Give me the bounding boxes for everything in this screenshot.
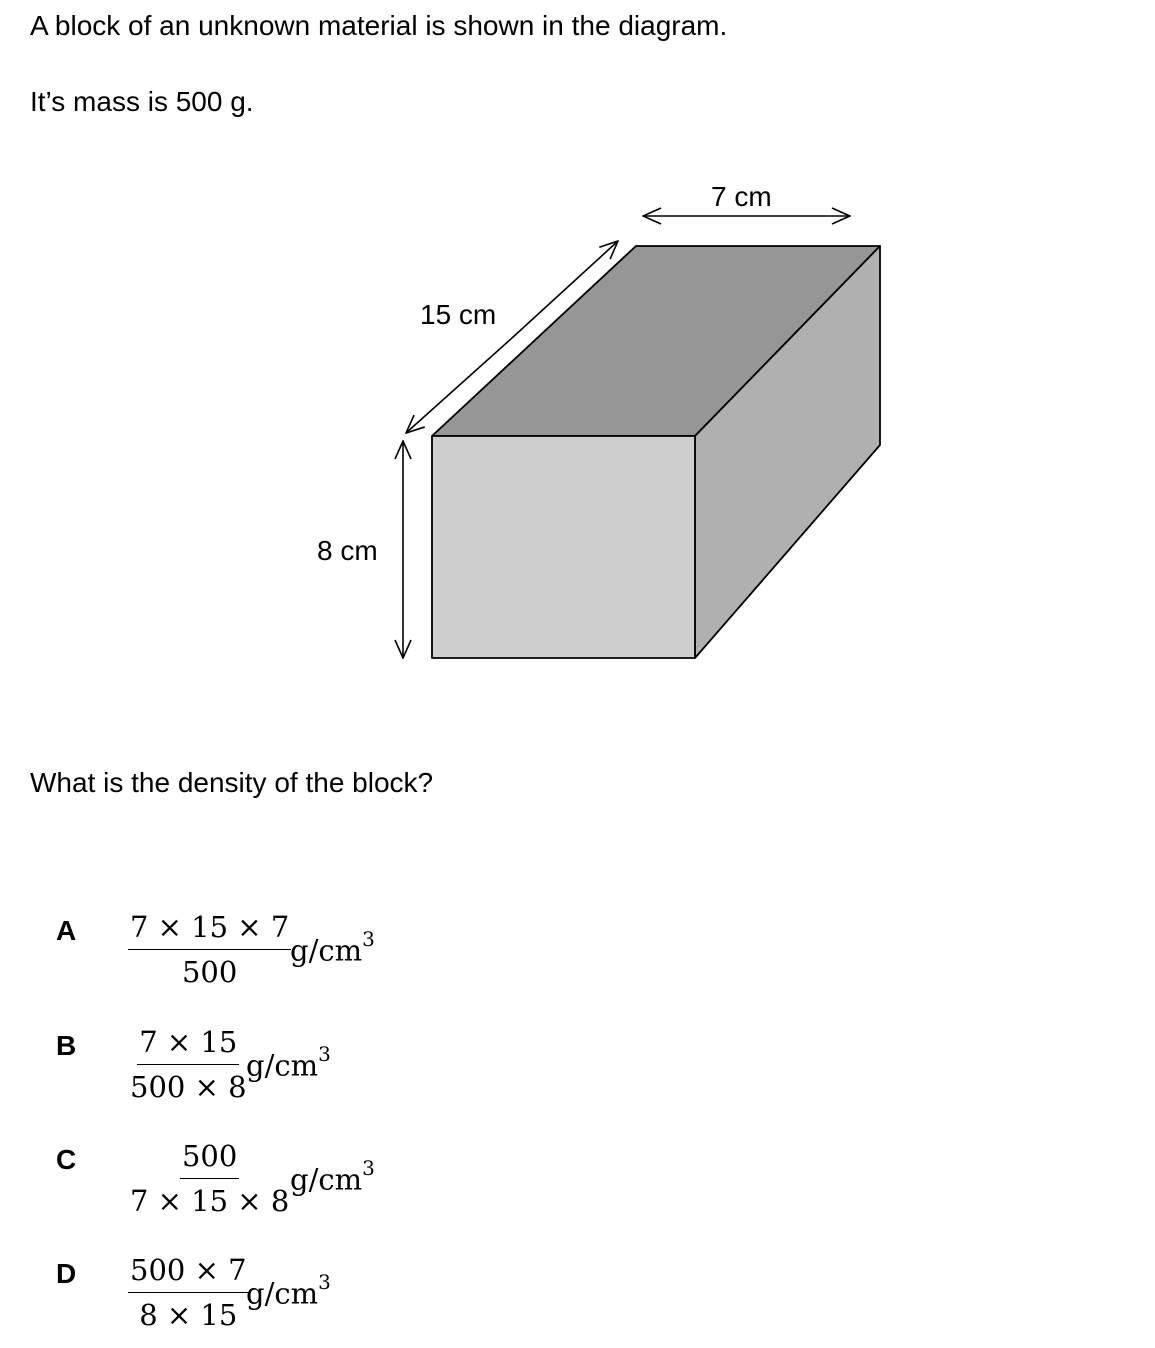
option-letter: D bbox=[56, 1258, 77, 1289]
unit-text: g/cm bbox=[246, 1048, 319, 1083]
unit-exponent: 3 bbox=[362, 927, 375, 951]
fraction-denominator: 500 bbox=[181, 955, 238, 989]
option-unit bbox=[246, 1270, 331, 1311]
option-letter: B bbox=[56, 1030, 77, 1061]
width-label: 7 cm bbox=[711, 181, 772, 212]
unit-text: g/cm bbox=[290, 1162, 363, 1197]
option-unit bbox=[290, 1156, 375, 1197]
option-letter: C bbox=[56, 1144, 77, 1175]
unit-exponent: 3 bbox=[318, 1042, 331, 1066]
option-unit bbox=[246, 1042, 331, 1083]
option-d[interactable] bbox=[0, 1253, 600, 1348]
unit-exponent: 3 bbox=[362, 1156, 375, 1180]
height-label: 8 cm bbox=[317, 535, 378, 566]
unit-text: g/cm bbox=[246, 1276, 319, 1311]
depth-label: 15 cm bbox=[420, 299, 497, 330]
option-letter: A bbox=[56, 915, 77, 946]
fraction-numerator: 7 × 15 × 7 bbox=[128, 909, 291, 950]
fraction-denominator: 7 × 15 × 8 bbox=[130, 1184, 290, 1218]
option-fraction bbox=[128, 1252, 249, 1333]
option-unit bbox=[290, 927, 375, 968]
option-b[interactable] bbox=[0, 1025, 600, 1120]
block-front-face bbox=[432, 436, 695, 658]
question-text: What is the density of the block? bbox=[30, 767, 434, 798]
intro-text: A block of an unknown material is shown in the diagram. bbox=[30, 10, 728, 41]
option-a[interactable] bbox=[0, 910, 600, 1005]
fraction-denominator: 500 × 8 bbox=[130, 1070, 247, 1104]
fraction-numerator: 500 bbox=[180, 1138, 239, 1179]
fraction-numerator: 500 × 7 bbox=[128, 1252, 249, 1293]
fraction-denominator: 8 × 15 bbox=[139, 1298, 238, 1332]
option-fraction bbox=[128, 1138, 291, 1219]
mass-text: It’s mass is 500 g. bbox=[30, 86, 254, 117]
unit-exponent: 3 bbox=[318, 1270, 331, 1294]
option-fraction bbox=[128, 909, 291, 990]
option-fraction bbox=[128, 1024, 249, 1105]
option-c[interactable] bbox=[0, 1139, 600, 1234]
fraction-numerator: 7 × 15 bbox=[137, 1024, 239, 1065]
unit-text: g/cm bbox=[290, 933, 363, 968]
